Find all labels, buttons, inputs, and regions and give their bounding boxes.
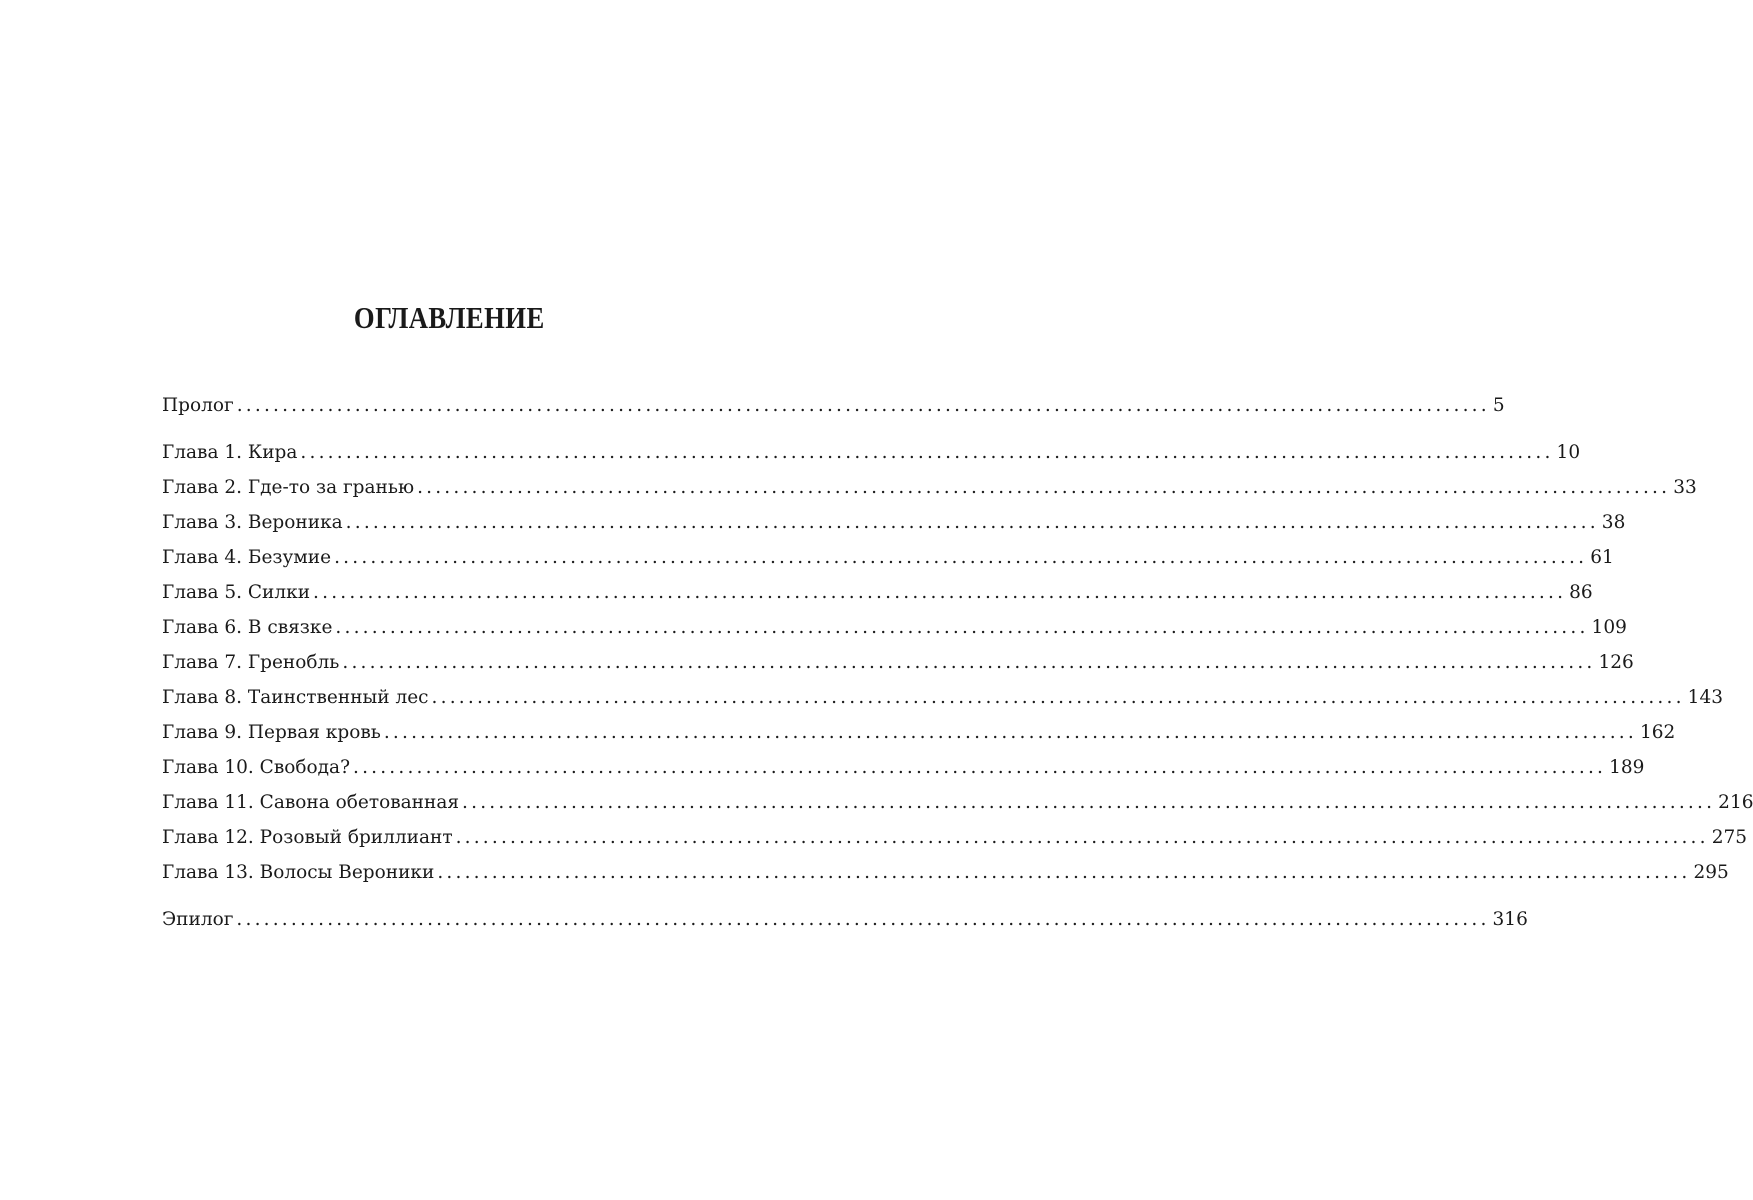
toc-entry-label: Глава 12. Розовый бриллиант (162, 827, 453, 848)
dot-leader: .......................................................................................................................................... (462, 792, 1716, 813)
dot-leader: .......................................................................................................................................... (431, 687, 1685, 708)
toc-entry-chapter-6 (162, 610, 1627, 645)
toc-entry-chapter-12 (162, 820, 1747, 855)
toc-entry-page: 33 (1673, 477, 1697, 498)
dot-leader: .......................................................................................................................................... (345, 512, 1599, 533)
toc-entry-page: 189 (1609, 757, 1645, 778)
toc-entry-label: Глава 7. Гренобль (162, 652, 340, 673)
toc-entry-label: Пролог (162, 395, 234, 416)
dot-leader: .......................................................................................................................................... (417, 477, 1671, 498)
toc-entry-chapter-3 (162, 505, 1626, 540)
toc-entry-label: Глава 4. Безумие (162, 547, 332, 568)
toc-entry-page: 10 (1556, 442, 1581, 463)
toc-entry-page: 275 (1711, 827, 1747, 848)
toc-entry-chapter-11 (162, 785, 1753, 820)
toc-entry-chapter-7 (162, 645, 1634, 680)
toc-entry-chapter-10 (162, 750, 1645, 785)
table-of-contents (162, 388, 1753, 937)
dot-leader: .......................................................................................................................................... (342, 652, 1596, 673)
toc-entry-epilogue (162, 902, 1528, 937)
toc-entry-page: 316 (1492, 909, 1528, 930)
toc-entry-label: Глава 8. Таинственный лес (162, 687, 429, 708)
toc-entry-chapter-5 (162, 575, 1593, 610)
toc-entry-label: Глава 11. Савона обетованная (162, 792, 460, 813)
dot-leader: .......................................................................................................................................... (437, 862, 1691, 883)
toc-entry-page: 295 (1693, 862, 1729, 883)
page-title: ОГЛАВЛЕНИЕ (353, 300, 545, 335)
toc-entry-page: 61 (1590, 547, 1614, 568)
toc-entry-chapter-1 (162, 435, 1581, 470)
dot-leader: .......................................................................................................................................... (335, 617, 1589, 638)
toc-entry-page: 5 (1492, 395, 1505, 416)
toc-entry-label: Глава 10. Свобода? (162, 757, 350, 778)
toc-entry-page: 162 (1639, 722, 1676, 743)
dot-leader: .......................................................................................................................................... (334, 547, 1588, 568)
dot-leader: .......................................................................................................................................... (383, 722, 1637, 743)
toc-entry-chapter-4 (162, 540, 1614, 575)
toc-entry-page: 109 (1591, 617, 1627, 638)
toc-entry-chapter-9 (162, 715, 1676, 750)
toc-entry-label: Эпилог (162, 909, 234, 930)
toc-entry-page: 38 (1601, 512, 1626, 533)
dot-leader: .......................................................................................................................................... (300, 442, 1554, 463)
toc-entry-label: Глава 13. Волосы Вероники (162, 862, 435, 883)
toc-entry-page: 126 (1598, 652, 1634, 673)
toc-entry-page: 143 (1687, 687, 1723, 708)
toc-entry-label: Глава 1. Кира (162, 442, 298, 463)
toc-entry-label: Глава 9. Первая кровь (162, 722, 381, 743)
dot-leader: .......................................................................................................................................... (455, 827, 1709, 848)
toc-entry-label: Глава 5. Силки (162, 582, 311, 603)
toc-entry-label: Глава 6. В связке (162, 617, 333, 638)
toc-entry-page: 216 (1718, 792, 1753, 813)
dot-leader: .......................................................................................................................................... (236, 909, 1490, 930)
toc-entry-label: Глава 2. Где-то за гранью (162, 477, 415, 498)
dot-leader: .......................................................................................................................................... (313, 582, 1567, 603)
toc-entry-chapter-8 (162, 680, 1723, 715)
dot-leader: .......................................................................................................................................... (352, 757, 1607, 778)
toc-entry-label: Глава 3. Вероника (162, 512, 343, 533)
dot-leader: .......................................................................................................................................... (236, 395, 1490, 416)
toc-entry-prologue (162, 388, 1505, 423)
toc-entry-chapter-2 (162, 470, 1697, 505)
toc-entry-chapter-13 (162, 855, 1729, 890)
toc-entry-page: 86 (1569, 582, 1593, 603)
